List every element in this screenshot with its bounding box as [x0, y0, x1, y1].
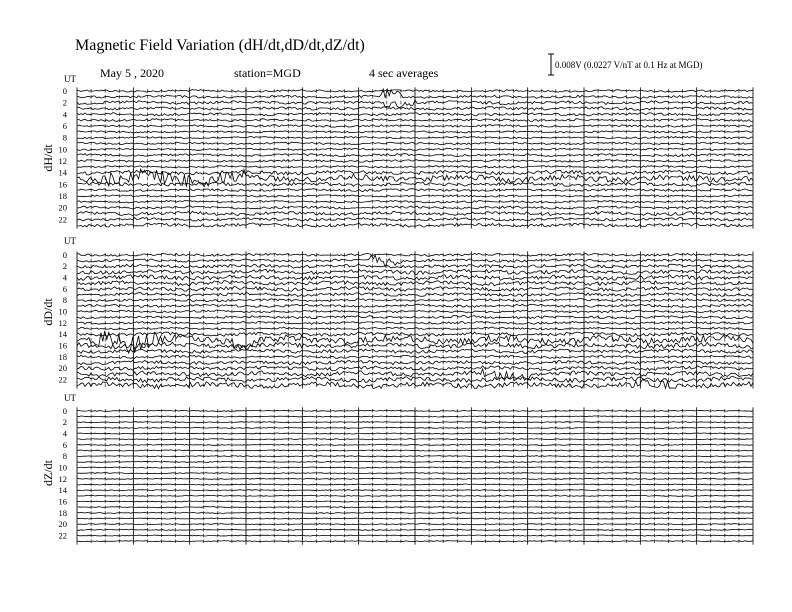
hour-label: 4 — [62, 109, 67, 120]
panel-dddt — [41, 236, 753, 389]
hour-label: 18 — [58, 351, 67, 362]
averaging-label: 4 sec averages — [369, 66, 439, 80]
hour-label: 22 — [58, 374, 67, 385]
hour-label: 8 — [62, 295, 67, 306]
hour-label: 20 — [58, 363, 67, 374]
station-label: station=MGD — [234, 66, 301, 80]
panel-dhdt — [41, 74, 753, 229]
date-label: May 5 , 2020 — [100, 66, 164, 80]
hour-label: 18 — [58, 507, 67, 518]
hour-label: 14 — [58, 167, 67, 178]
hour-label: 12 — [58, 473, 67, 484]
hour-label: 8 — [62, 132, 67, 143]
ut-label: UT — [64, 393, 76, 403]
hour-label: 14 — [58, 485, 67, 496]
hour-label: 2 — [62, 417, 67, 428]
hour-label: 14 — [58, 329, 67, 340]
hour-label: 8 — [62, 451, 67, 462]
hour-label: 0 — [62, 405, 67, 416]
ut-label: UT — [64, 74, 76, 84]
hour-label: 16 — [58, 496, 67, 507]
hour-label: 0 — [62, 85, 67, 96]
hour-label: 10 — [58, 144, 67, 155]
panel-dzdt — [41, 393, 753, 545]
hour-label: 6 — [62, 120, 67, 131]
hour-label: 12 — [58, 317, 67, 328]
hour-label: 16 — [58, 340, 67, 351]
hour-label: 10 — [58, 462, 67, 473]
hour-label: 4 — [62, 428, 67, 439]
hour-label: 12 — [58, 155, 67, 166]
hour-label: 2 — [62, 261, 67, 272]
chart-title: Magnetic Field Variation (dH/dt,dD/dt,dZ/dt) — [75, 37, 365, 54]
hour-label: 0 — [62, 249, 67, 260]
hour-label: 6 — [62, 439, 67, 450]
component-label: dD/dt — [41, 298, 55, 326]
hour-label: 20 — [58, 202, 67, 213]
hour-label: 18 — [58, 190, 67, 201]
component-label: dZ/dt — [41, 460, 55, 486]
hour-label: 20 — [58, 519, 67, 530]
hour-label: 10 — [58, 306, 67, 317]
hour-label: 2 — [62, 97, 67, 108]
hour-label: 4 — [62, 272, 67, 283]
hour-label: 22 — [58, 530, 67, 541]
hour-label: 16 — [58, 179, 67, 190]
hour-label: 22 — [58, 214, 67, 225]
component-label: dH/dt — [41, 144, 55, 172]
hour-label: 6 — [62, 283, 67, 294]
ut-label: UT — [64, 236, 76, 246]
scale-bar-label: 0.008V (0.0227 V/nT at 0.1 Hz at MGD) — [555, 60, 703, 70]
